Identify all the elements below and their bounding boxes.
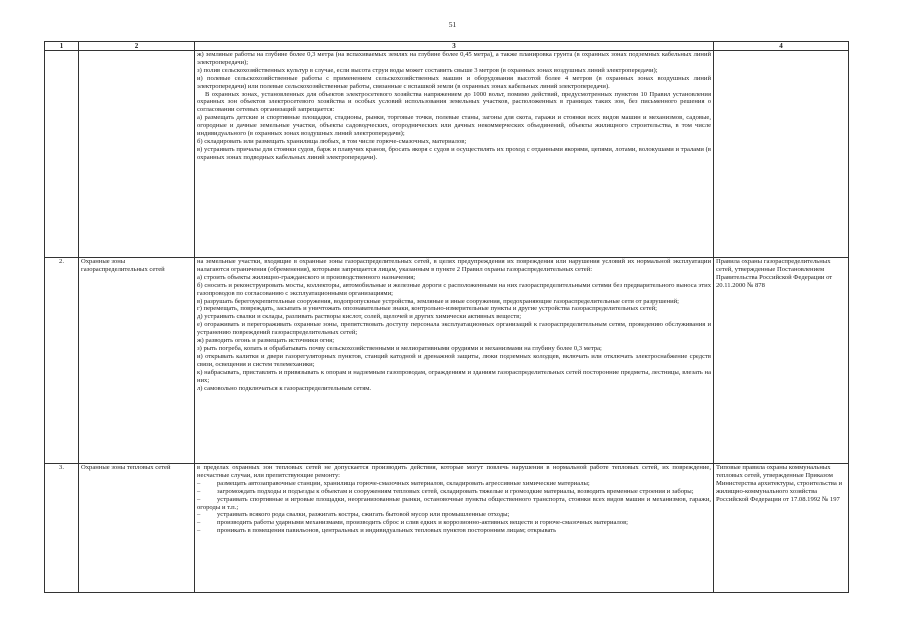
restriction-text: производить работы ударными механизмами, производить сброс и слив едких и коррозионно-активных веществ и горюче-смазочных материалов; [217,519,629,527]
zone-name: Охранные зоны газораспределительных сетей [79,258,195,464]
restriction-item: д) устраивать свалки и склады, разливать растворы кислот, солей, щелочей и других химически активных веществ; [197,313,522,321]
restriction-item: ж) разводить огонь и размещать источники огня; [197,337,335,345]
restriction-intro: в пределах охранных зон тепловых сетей не допускается производить действия, которые могут повлечь нарушения в нормальной работе тепловых сетей, их повреждение, несчастные случаи, или препятствующие ремонту: [197,464,711,479]
restriction-item: в) устраивать причалы для стоянки судов, барж и плавучих кранов, бросать якоря с судов и осуществлять их проход с отданными якорями, цепями, лотами, волокушами и тралами (в охранных зонах подводных кабельных линий электропередачи). [197,145,711,161]
restrictions-text [195,258,714,464]
row-number [45,51,79,258]
legal-source: Типовые правила охраны коммунальных тепловых сетей, утвержденные Приказом Министерства архитектуры, строительства и жилищно-коммунального хозяйства Российской Федерации от 17.08.1992 № 197 [714,464,849,593]
dash-marker: – [197,495,201,503]
restriction-item: г) перемещать, повреждать, засыпать и уничтожать опознавательные знаки, контрольно-измерительные пункты и другие устройства газораспределительных сетей; [197,305,657,313]
restriction-item [197,527,711,535]
restrictions-text [195,51,714,258]
restriction-text: устраивать спортивные и игровые площадки, неорганизованные рынки, остановочные пункты общественного транспорта, стоянки всех видов машин и механизмов, гаражи, огороды и т.п.; [197,495,711,511]
restriction-text: загромождать подходы и подъезды к объектам и сооружениям тепловых сетей, складировать тяжелые и громоздкие материалы, возводить временные строения и заборы; [217,487,694,495]
restriction-item [197,496,711,512]
restriction-item: б) складировать или размещать хранилища любых, в том числе горюче-смазочных, материалов; [197,137,467,145]
restriction-item: е) огораживать и перегораживать охранные зоны, препятствовать доступу персонала эксплуатационных организаций к газораспределительным сетям, проведению обслуживания и устранению повреждений газораспределительных сетей; [197,321,711,337]
header-col-3: 3 [195,42,714,51]
restrictions-text [195,464,714,593]
restriction-item: а) строить объекты жилищно-гражданского и производственного назначения; [197,273,416,281]
dash-marker: – [197,519,201,527]
dash-marker: – [197,479,201,487]
zone-name [79,51,195,258]
restrictions-table [44,41,849,593]
header-col-1: 1 [45,42,79,51]
restriction-item [197,511,711,519]
restriction-item: к) набрасывать, приставлять и привязывать к опорам и надземным газопроводам, ограждениям и зданиям газораспределительных сетей посторонние предметы, лестницы, влезать на них; [197,368,711,384]
header-col-2: 2 [79,42,195,51]
header-row [45,42,849,51]
restriction-item: и) открывать калитки и двери газорегуляторных пунктов, станций катодной и дренажной защиты, люки подземных колодцев, включать или отключать электроснабжение средств связи, освещения и систем телемеханики; [197,352,711,368]
restriction-text: размещать автозаправочные станции, хранилища горюче-смазочных материалов, складировать агрессивные химические материалы; [217,479,590,487]
restriction-item: б) сносить и реконструировать мосты, коллекторы, автомобильные и железные дороги с расположенными на них газораспределительными сетями без предварительного выноса этих газопроводов по согласованию с эксплуатационными организациями; [197,281,711,297]
restriction-item: з) полив сельскохозяйственных культур в случае, если высота струи воды может составить свыше 3 метров (в охранных зонах воздушных линий электропередачи); [197,66,658,74]
restriction-item [197,519,711,527]
restriction-text: проникать в помещения павильонов, центральных и индивидуальных тепловых пунктов посторонним лицам; открывать [217,527,557,535]
dash-marker: – [197,487,201,495]
restriction-paragraph: В охранных зонах, установленных для объектов электросетевого хозяйства напряжением до 1000 вольт, помимо действий, предусмотренных пунктом 10 Правил установления охранных зон объектов электросетевого хозяйства и особых условий использования земельных участков, расположенных в границах таких зон, без письменного решения о согласовании сетевых организаций запрещается: [197,90,711,114]
restriction-item: а) размещать детские и спортивные площадки, стадионы, рынки, торговые точки, полевые станы, загоны для скота, гаражи и стоянки всех видов машин и механизмов, садовые, огородные и дачные земельные участки, объекты садоводческих, огороднических или дачных некоммерческих объединений, объекты жилищного строительства, в том числе индивидуального (в охранных зонах воздушных линий электропередачи); [197,114,711,138]
dash-marker: – [197,527,201,535]
restriction-item [197,488,711,496]
legal-source [714,51,849,258]
table-row [45,258,849,464]
restriction-item: и) полевые сельскохозяйственные работы с применением сельскохозяйственных машин и оборудования высотой более 4 метров (в охранных зонах воздушных линий электропередачи) или полевые сельскохозяйственные работы, связанные с вспашкой земли (в охранных зонах кабельных линий электропередачи). [197,74,711,90]
table-row [45,464,849,593]
row-number: 2. [45,258,79,464]
restriction-text: устраивать всякого рода свалки, разжигать костры, сжигать бытовой мусор или промышленные отходы; [217,511,510,519]
table-row [45,51,849,258]
header-col-4: 4 [714,42,849,51]
dash-marker: – [197,511,201,519]
restriction-intro: на земельные участки, входящие в охранные зоны газораспределительных сетей, в целях предупреждения их повреждения или нарушения условий их нормальной эксплуатации налагаются ограничения (обременения), которыми запрещается лицам, указанным в пункте 2 Правил охраны газораспределительных сетей: [197,258,711,273]
restriction-item: ж) земляные работы на глубине более 0,3 метра (на вспахиваемых землях на глубине более 0,45 метра), а также планировка грунта (в охранных зонах подземных кабельных линий электропередачи); [197,51,711,66]
page-number: 51 [448,20,457,29]
restriction-item: в) разрушать берегоукрепительные сооружения, водопропускные устройства, земляные и иные сооружения, предохраняющие газораспределительные сети от разрушений; [197,297,680,305]
zone-name: Охранные зоны тепловых сетей [79,464,195,593]
restriction-item: з) рыть погреба, копать и обрабатывать почву сельскохозяйственными и мелиоративными орудиями и механизмами на глубину более 0,3 метра; [197,344,602,352]
legal-source: Правила охраны газораспределительных сетей, утвержденные Постановлением Правительства Российской Федерации от 20.11.2000 № 878 [714,258,849,464]
restriction-item [197,480,711,488]
row-number: 3. [45,464,79,593]
restriction-item: л) самовольно подключаться к газораспределительным сетям. [197,384,372,392]
